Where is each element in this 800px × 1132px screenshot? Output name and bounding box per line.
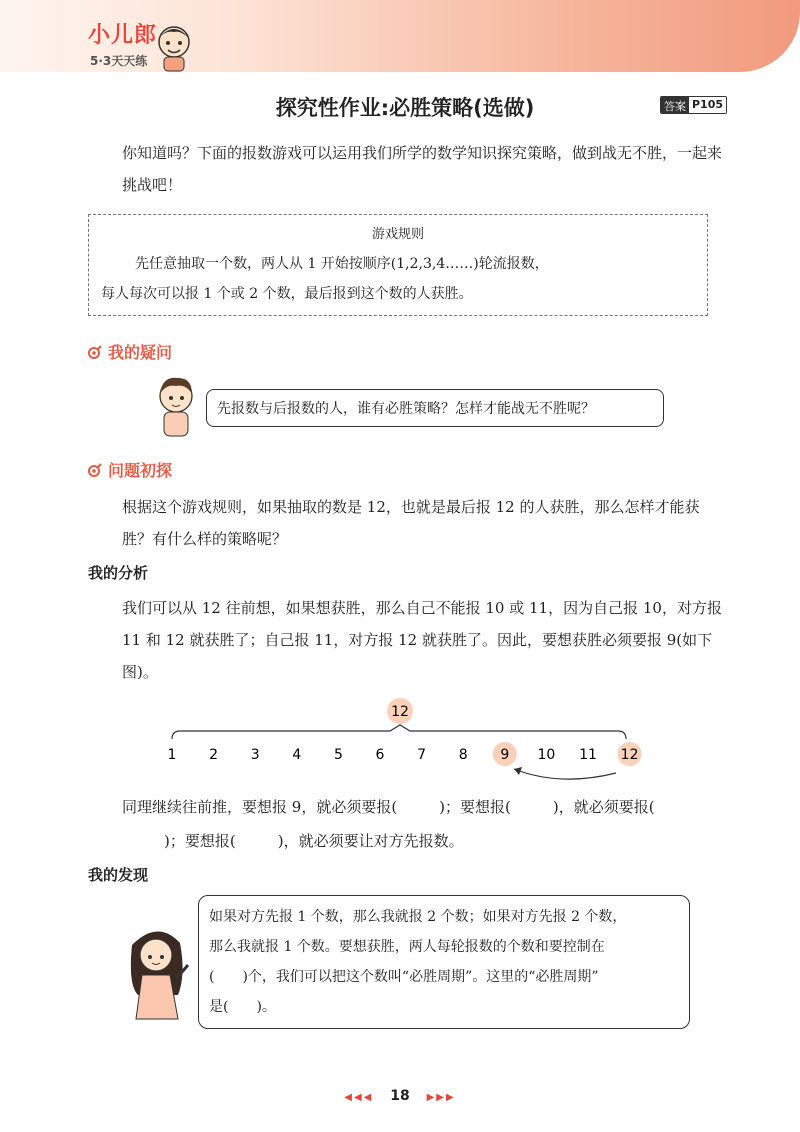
number-line [150, 695, 670, 785]
section-question-title: 我的疑问 [108, 343, 173, 362]
number-11: 11 [579, 747, 597, 763]
question-bubble: 先报数与后报数的人，谁有必胜策略？怎样才能战无不胜呢？ [206, 389, 664, 427]
fill-part-1: 同理继续往前推，要想报 9，就必须要报( [122, 798, 398, 816]
number-7: 7 [417, 747, 427, 763]
number-12: 12 [620, 747, 639, 763]
number-9: 9 [500, 747, 510, 763]
mascot-icon [150, 22, 198, 72]
discovery-bubble [198, 895, 690, 1029]
series-name: 5·3天天练 [90, 54, 148, 68]
left-arrows-icon: ◀◀◀ [344, 1092, 374, 1103]
discovery-line-4: 是( )。 [209, 999, 276, 1015]
rules-line-2: 每人每次可以报 1 个或 2 个数，最后报到这个数的人获胜。 [101, 286, 473, 302]
section-explore-heading [88, 458, 172, 481]
number-1: 1 [167, 747, 177, 763]
rules-line-1: 先任意抽取一个数，两人从 1 开始按顺序(1,2,3,4……)轮流报数， [135, 256, 549, 272]
answer-reference [660, 96, 727, 114]
rules-body [101, 249, 701, 309]
range-brace [172, 725, 626, 739]
number-10: 10 [537, 747, 556, 763]
rules-title: 游戏规则 [371, 227, 424, 242]
fill-in-text [88, 790, 728, 858]
intro-text: 你知道吗？下面的报数游戏可以运用我们所学的数学知识探究策略，做到战无不胜，一起来挑战吧！ [122, 144, 723, 194]
answer-page: P105 [689, 97, 726, 113]
discovery-line-2: 那么我就报 1 个数。要想获胜，两人每轮报数的个数和要控制在 [209, 939, 605, 955]
boy-character-icon [152, 374, 200, 438]
explore-text: 根据这个游戏规则，如果抽取的数是 12，也就是最后报 12 的人获胜，那么怎样才能获胜？有什么样的策略呢？ [122, 498, 700, 548]
back-arrow [514, 769, 616, 779]
fill-part-3: )，就必须要报( [552, 798, 655, 816]
discovery-line-1: 如果对方先报 1 个数，那么我就报 2 个数；如果对方先报 2 个数， [209, 909, 627, 925]
number-8: 8 [458, 747, 468, 763]
section-icon [88, 345, 102, 359]
discovery-heading: 我的发现 [88, 866, 149, 884]
rules-box [88, 214, 708, 316]
analysis-heading: 我的分析 [88, 564, 149, 582]
page-title: 探究性作业:必胜策略(选做) [275, 96, 535, 120]
page-footer [0, 1088, 800, 1104]
top-label: 12 [391, 704, 409, 720]
number-2: 2 [209, 747, 219, 763]
fill-part-5: )，就必须要让对方先报数。 [277, 832, 464, 850]
analysis-text: 我们可以从 12 往前想，如果想获胜，那么自己不能报 10 或 11，因为自己报 10，对方报 11 和 12 就获胜了；自己报 11，对方报 12 就获胜了。因此，要想获胜必须要报 9(如下图)。 [122, 599, 722, 681]
brand-logo: 小儿郎 [88, 23, 158, 48]
number-sequence [168, 742, 642, 766]
number-3: 3 [250, 747, 260, 763]
fill-part-4: )；要想报( [164, 832, 236, 850]
number-6: 6 [375, 747, 385, 763]
girl-character-icon [122, 915, 194, 1023]
page-number: 18 [390, 1088, 410, 1104]
answer-label: 答案 [661, 97, 689, 113]
section-question-heading [88, 340, 172, 363]
number-4: 4 [292, 747, 302, 763]
right-arrows-icon: ▶▶▶ [426, 1092, 456, 1103]
section-explore-title: 问题初探 [108, 461, 173, 480]
fill-part-2: )；要想报( [439, 798, 511, 816]
section-icon [88, 463, 102, 477]
discovery-line-3: ( )个，我们可以把这个数叫“必胜周期”。这里的“必胜周期” [209, 969, 599, 985]
number-5: 5 [333, 747, 343, 763]
